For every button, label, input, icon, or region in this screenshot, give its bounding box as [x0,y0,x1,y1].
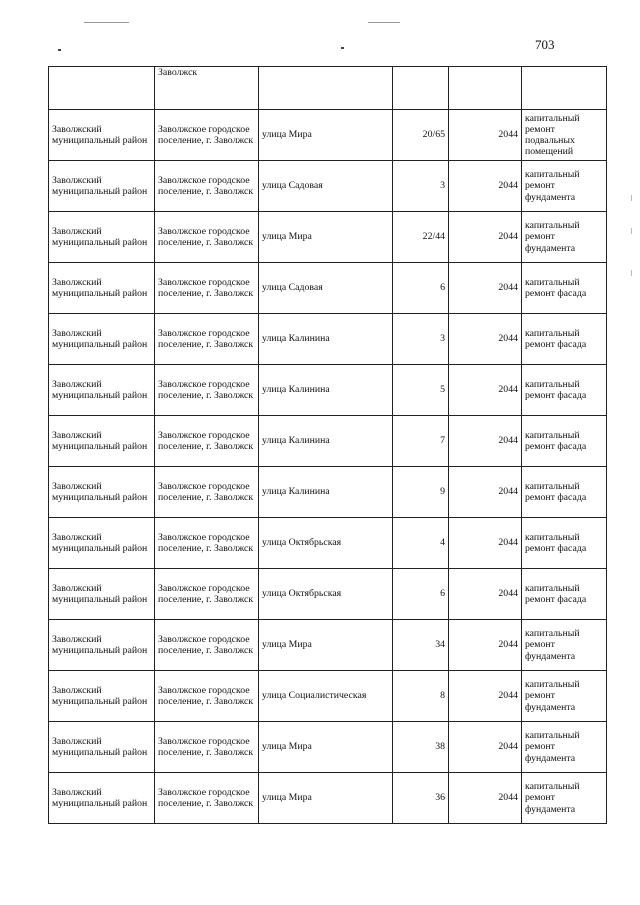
settlement-cell: Заволжское городское поселение, г. Заволжск [155,671,259,722]
scan-mark [84,22,129,23]
year-cell: 2044 [449,773,522,824]
district-cell: Заволжский муниципальный район [49,314,155,365]
settlement-cell: Заволжское городское поселение, г. Заволжск [155,722,259,773]
street-cell [259,67,393,110]
street-cell: улица Мира [259,212,393,263]
year-cell: 2044 [449,569,522,620]
table-row [49,569,607,620]
district-cell: Заволжский муниципальный район [49,671,155,722]
table-row [49,161,607,212]
district-cell [49,67,155,110]
district-cell: Заволжский муниципальный район [49,722,155,773]
house-number-cell [393,67,449,110]
table-row [49,620,607,671]
street-cell: улица Калинина [259,467,393,518]
settlement-cell: Заволжское городское поселение, г. Заволжск [155,161,259,212]
page-number: 703 [535,37,555,52]
street-cell: улица Садовая [259,161,393,212]
work-type-cell: капитальный ремонт фундамента [522,161,607,212]
district-cell: Заволжский муниципальный район [49,620,155,671]
table-row [49,518,607,569]
settlement-cell: Заволжское городское поселение, г. Заволжск [155,416,259,467]
house-number-cell: 20/65 [393,110,449,161]
work-type-cell: капитальный ремонт фундамента [522,212,607,263]
table-row [49,212,607,263]
house-number-cell: 7 [393,416,449,467]
registry-table [48,66,607,824]
work-type-cell: капитальный ремонт подвальных помещений [522,110,607,161]
table-row [49,314,607,365]
street-cell: улица Калинина [259,365,393,416]
house-number-cell: 3 [393,161,449,212]
year-cell: 2044 [449,722,522,773]
scan-dot [341,47,344,49]
street-cell: улица Мира [259,110,393,161]
work-type-cell: капитальный ремонт фундамента [522,722,607,773]
year-cell [449,67,522,110]
scan-mark [631,195,632,201]
work-type-cell: капитальный ремонт фасада [522,365,607,416]
table-row [49,110,607,161]
street-cell: улица Мира [259,773,393,824]
street-cell: улица Октябрьская [259,518,393,569]
table-body [49,67,607,824]
table-row [49,467,607,518]
scan-mark [631,270,632,276]
settlement-cell: Заволжское городское поселение, г. Заволжск [155,773,259,824]
table-row [49,773,607,824]
house-number-cell: 22/44 [393,212,449,263]
district-cell: Заволжский муниципальный район [49,518,155,569]
street-cell: улица Калинина [259,314,393,365]
house-number-cell: 6 [393,569,449,620]
settlement-cell: Заволжское городское поселение, г. Заволжск [155,620,259,671]
house-number-cell: 36 [393,773,449,824]
street-cell: улица Мира [259,620,393,671]
district-cell: Заволжский муниципальный район [49,416,155,467]
house-number-cell: 3 [393,314,449,365]
street-cell: улица Октябрьская [259,569,393,620]
house-number-cell: 4 [393,518,449,569]
district-cell: Заволжский муниципальный район [49,569,155,620]
district-cell: Заволжский муниципальный район [49,110,155,161]
year-cell: 2044 [449,518,522,569]
table-row [49,722,607,773]
settlement-cell: Заволжское городское поселение, г. Заволжск [155,263,259,314]
settlement-cell: Заволжское городское поселение, г. Заволжск [155,518,259,569]
work-type-cell: капитальный ремонт фасада [522,467,607,518]
year-cell: 2044 [449,212,522,263]
work-type-cell: капитальный ремонт фасада [522,416,607,467]
work-type-cell: капитальный ремонт фасада [522,314,607,365]
district-cell: Заволжский муниципальный район [49,212,155,263]
settlement-cell: Заволжское городское поселение, г. Заволжск [155,110,259,161]
work-type-cell: капитальный ремонт фасада [522,569,607,620]
house-number-cell: 8 [393,671,449,722]
work-type-cell [522,67,607,110]
district-cell: Заволжский муниципальный район [49,365,155,416]
year-cell: 2044 [449,416,522,467]
year-cell: 2044 [449,620,522,671]
district-cell: Заволжский муниципальный район [49,263,155,314]
house-number-cell: 9 [393,467,449,518]
table-row [49,365,607,416]
street-cell: улица Социалистическая [259,671,393,722]
house-number-cell: 34 [393,620,449,671]
scan-mark [368,22,400,23]
table-row [49,263,607,314]
district-cell: Заволжский муниципальный район [49,773,155,824]
year-cell: 2044 [449,263,522,314]
year-cell: 2044 [449,161,522,212]
house-number-cell: 6 [393,263,449,314]
scan-mark [631,228,632,234]
settlement-cell: Заволжское городское поселение, г. Заволжск [155,365,259,416]
table-row [49,67,607,110]
street-cell: улица Калинина [259,416,393,467]
table-row [49,416,607,467]
settlement-cell: Заволжское городское поселение, г. Заволжск [155,467,259,518]
settlement-cell: Заволжское городское поселение, г. Заволжск [155,212,259,263]
year-cell: 2044 [449,671,522,722]
work-type-cell: капитальный ремонт фундамента [522,671,607,722]
work-type-cell: капитальный ремонт фасада [522,518,607,569]
district-cell: Заволжский муниципальный район [49,467,155,518]
year-cell: 2044 [449,110,522,161]
year-cell: 2044 [449,365,522,416]
work-type-cell: капитальный ремонт фундамента [522,620,607,671]
settlement-cell: Заволжское городское поселение, г. Заволжск [155,314,259,365]
table-row [49,671,607,722]
year-cell: 2044 [449,467,522,518]
year-cell: 2044 [449,314,522,365]
scan-dot [58,49,61,51]
work-type-cell: капитальный ремонт фасада [522,263,607,314]
district-cell: Заволжский муниципальный район [49,161,155,212]
settlement-cell: Заволжское городское поселение, г. Заволжск [155,569,259,620]
street-cell: улица Садовая [259,263,393,314]
settlement-cell: Заволжск [155,67,259,110]
house-number-cell: 5 [393,365,449,416]
street-cell: улица Мира [259,722,393,773]
work-type-cell: капитальный ремонт фундамента [522,773,607,824]
house-number-cell: 38 [393,722,449,773]
